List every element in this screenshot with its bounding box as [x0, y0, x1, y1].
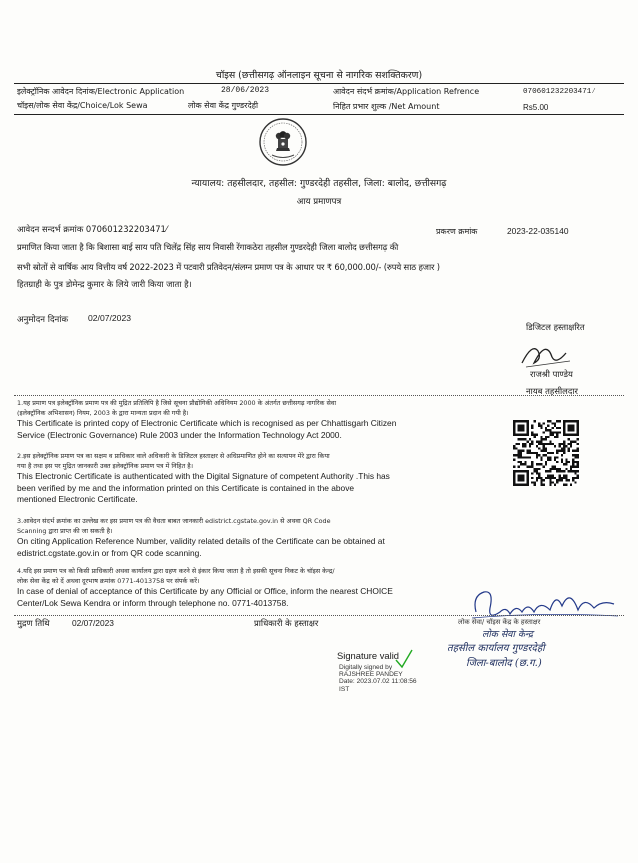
sig-line-3: Date: 2023.07.02 11:08:56 [339, 678, 417, 686]
approval-date-label: अनुमोदन दिनांक [17, 315, 69, 325]
note-1 [17, 398, 479, 441]
application-ref-label: आवेदन संदर्भ क्रमांक/Application Refrence [333, 87, 480, 96]
stamp-line-0: लोक सेवा/ चॉइस केंद्र के हस्ताक्षर [458, 618, 541, 626]
note-4 [17, 566, 479, 609]
digitally-signed-label: डिजिटल हस्ताक्षरित [526, 322, 585, 332]
body-line-3: हितग्राही के पुत्र डोमेन्द्र कुमार के लिये जारी किया जाता है। [17, 279, 192, 289]
fee-value: Rs5.00 [523, 103, 549, 112]
stamp-line-3: जिला-बालोद (छ.ग.) [466, 658, 542, 669]
note-2 [17, 451, 479, 506]
note-1-hindi-b: (इलेक्ट्रॉनिक अभिशासन) नियम, 2003 के द्वारा मान्यता प्रदान की गयी है। [17, 409, 189, 417]
note-4-english-b: Center/Lok Sewa Kendra or inform through telephone no. 0771-4013758. [17, 597, 289, 608]
note-2-english-a: This Electronic Certificate is authenticated with the Digital Signature of competent Authority .This has [17, 471, 390, 481]
note-4-hindi-b: लोक सेवा केंद्र को दें अथवा दूरभाष क्रमांक 0771-4013758 पर संपर्क करें। [17, 577, 200, 585]
header-rule-top [14, 83, 624, 84]
case-number-label: प्रकरण क्रमांक [436, 227, 478, 236]
fee-label: निहित प्रभार शुल्क /Net Amount [333, 102, 440, 111]
note-1-english-a: This Certificate is printed copy of Electronic Certificate which is recognised as per Chhattisgarh Citizen [17, 418, 397, 428]
application-ref-value: 070601232203471⁄ [523, 88, 596, 96]
note-2-hindi-a: 2.इस इलेक्ट्रॉनिक प्रमाण पत्र का सक्षम व प्राधिकार वाले अधिकारी के डिजिटल हस्ताक्षर से अधिप्रमाणित होने का सत्यापन मेरे द्वारा किया [17, 452, 330, 460]
state-emblem-icon [258, 117, 308, 167]
note-2-english-b: been verified by me and the information printed on this Certificate is contained in the above [17, 482, 355, 493]
signature-valid-label: Signature valid [337, 650, 400, 661]
note-4-english-a: In case of denial of acceptance of this Certificate by any Official or Office, inform the nearest CHOICE [17, 586, 393, 596]
officer-signature [516, 333, 576, 373]
center-value: लोक सेवा केंद्र गुण्डरदेही [188, 101, 259, 110]
stamp-line-1: लोक सेवा केन्द्र [482, 629, 533, 640]
note-1-hindi-a: 1.यह प्रमाण पत्र इलेक्ट्रॉनिक प्रमाण पत्र की मुद्रित प्रतिलिपि है जिसे सूचना प्रौद्योगिकी अधिनियम 2000 के अंतर्गत छत्तीसगढ़ नागरिक सेवा [17, 399, 336, 407]
note-3-english-b: edistrict.cgstate.gov.in or from QR code scanning. [17, 547, 202, 558]
application-date-value: 28/06/2023 [221, 86, 270, 95]
note-3 [17, 516, 479, 559]
note-3-hindi-b: Scanning द्वारा प्राप्त की जा सकती है। [17, 527, 113, 535]
center-label: चॉइस/लोक सेवा केंद्र/Choice/Lok Sewa [17, 101, 148, 110]
header-rule-bottom [14, 114, 624, 115]
officer-name: राजश्री पाण्डेय [530, 369, 573, 379]
print-date-label: मुद्रण तिथि [17, 618, 50, 628]
footer-separator [14, 615, 624, 616]
qr-code-icon[interactable] [513, 420, 579, 486]
application-date-label: इलेक्ट्रॉनिक आवेदन दिनांक/Electronic Application [17, 87, 185, 96]
sig-line-1: Digitally signed by [339, 664, 393, 671]
approval-date-value: 02/07/2023 [88, 313, 132, 323]
case-number-value: 2023-22-035140 [507, 226, 569, 236]
officer-title: नायब तहसीलदार [526, 386, 578, 396]
header-title: चॉइस (छत्तीसगढ़ ऑनलाइन सूचना से नागरिक सशक्तिकरण) [215, 70, 423, 81]
note-3-hindi-a: 3.आवेदन संदर्भ क्रमांक का उल्लेख कर इस प्रमाण पत्र की वैधता बाबत जानकारी edistrict.cgstate.gov.in से अथवा QR Code [17, 517, 331, 525]
body-line-1: प्रमाणित किया जाता है कि बिशासा बाई साय पति चिलेंद्र सिंह साय निवासी रेंगाकठेरा तहसील गुण्डरदेही जिला बालोद छत्तीसगढ़ की [17, 242, 399, 252]
digital-signature-details [339, 664, 417, 693]
notes-separator [14, 395, 624, 396]
body-line-2: सभी स्रोतों से वार्षिक आय वित्तीय वर्ष 2022-2023 में पटवारी प्रतिवेदन/संलग्न प्रमाण पत्र के आधार पर ₹ 60,000.00/- (रुपये साठ हजार ) [17, 262, 440, 272]
note-3-english-a: On citing Application Reference Number, validity related details of the Certificate can be obtained at [17, 536, 385, 546]
document-title: आय प्रमाणपत्र [296, 197, 342, 207]
stamp-line-2: तहसील कार्यालय गुण्डरदेही [447, 643, 545, 654]
print-date-value: 02/07/2023 [72, 618, 114, 628]
note-4-hindi-a: 4.यदि इस प्रमाण पत्र को किसी प्राधिकारी अथवा कार्यालय द्वारा ग्रहण करने से इंकार किया जाता है तो इसकी सूचना निकट के चॉइस केन्द्र/ [17, 567, 335, 575]
application-reference: आवेदन सन्दर्भ क्रमांक 070601232203471⁄ [17, 224, 168, 234]
sig-line-4: IST [339, 685, 350, 693]
note-2-hindi-b: गया है तथा इस पर मुद्रित जानकारी उक्त इलेक्ट्रॉनिक प्रमाण पत्र में निहित है। [17, 462, 194, 470]
note-1-english-b: Service (Electronic Governance) Rule 2003 under the Information Technology Act 2000. [17, 429, 342, 440]
authority-signature-label: प्राधिकारी के हस्ताक्षर [254, 618, 319, 628]
court-line: न्यायालय: तहसीलदार, तहसील: गुण्डरदेही तहसील, जिला: बालोद, छत्तीसगढ़ [191, 178, 447, 189]
sig-line-2: RAJSHREE PANDEY [339, 671, 403, 679]
note-2-english-c: mentioned Electronic Certificate. [17, 494, 138, 505]
